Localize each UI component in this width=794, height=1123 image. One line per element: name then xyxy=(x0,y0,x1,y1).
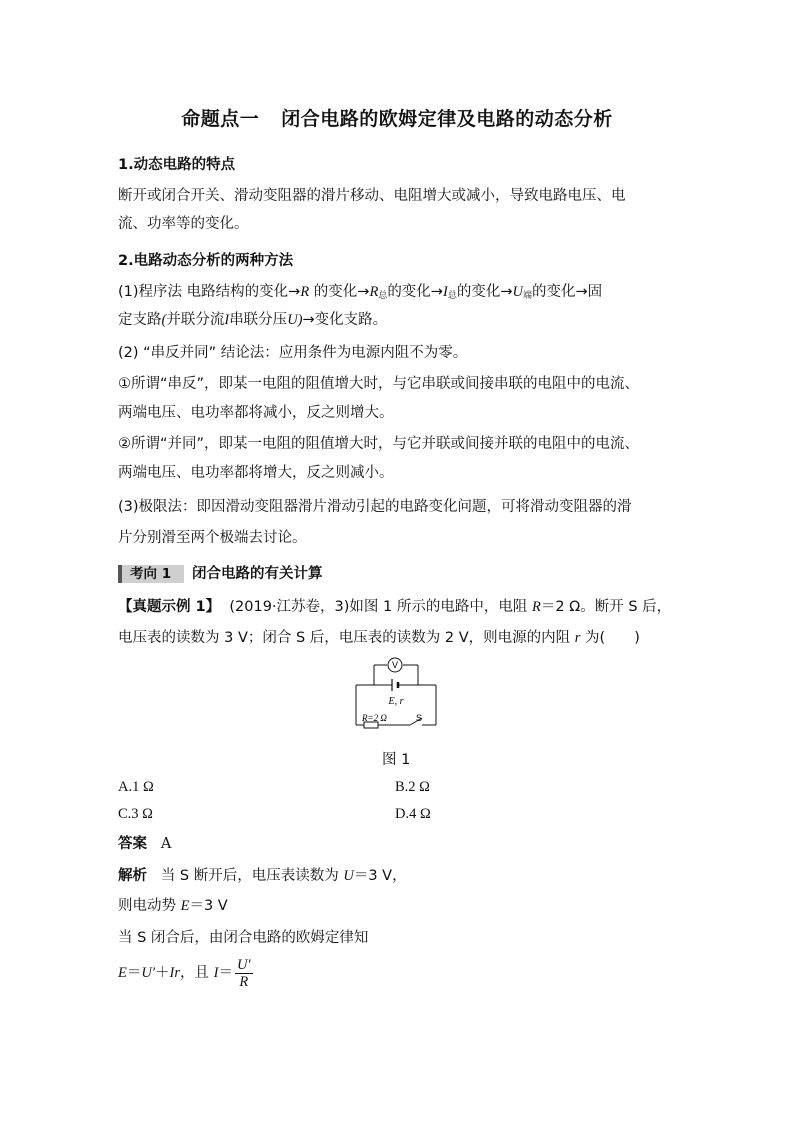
section1-text-line2: 流、功率等的变化。 xyxy=(118,216,249,232)
method1-line1: (1)程序法 电路结构的变化→R 的变化$\to R_总$的变化$\to I_总$的变化$\to U_端$的变化→固 xyxy=(118,284,603,301)
method2-a-line1: ①所谓“串反”，即某一电阻的阻值增大时，与它串联或间接串联的电阻中的电流、 xyxy=(118,376,640,392)
method2-a-line2: 两端电压、电功率都将减小，反之则增大。 xyxy=(118,405,394,421)
figure-caption: 图 1 xyxy=(382,752,411,768)
title-part2: 闭合电路的欧姆定律及电路的动态分析 xyxy=(281,108,613,130)
resistor-label: R=2 Ω xyxy=(362,713,387,723)
method2-b-line2: 两端电压、电功率都将增大，反之则减小。 xyxy=(118,465,394,481)
analysis-line3: 当 S 闭合后，由闭合电路的欧姆定律知 xyxy=(118,930,369,946)
analysis-line2: 则电动势 E＝3 V xyxy=(118,898,228,914)
voltmeter-label: V xyxy=(391,660,399,670)
section1-text-line1: 断开或闭合开关、滑动变阻器的滑片移动、电阻增大或减小，导致电路电压、电 xyxy=(118,188,626,204)
method2-b-line1: ②所谓“并同”，即某一电阻的阻值增大时，与它并联或间接并联的电阻中的电流、 xyxy=(118,436,640,452)
analysis-line1: 解析 当 S 断开后，电压表读数为 U＝3 V， xyxy=(118,868,407,884)
topic-tag xyxy=(118,565,184,583)
method3-line2: 片分别滑至两个极端去讨论。 xyxy=(118,530,307,546)
example-line1: 【真题示例 1】 (2019·江苏卷，3)如图 1 所示的电路中，电阻 R＝2 Ω。断开 S 后， xyxy=(118,599,672,615)
switch-label: S xyxy=(416,713,423,723)
method2-line: (2) “串反并同” 结论法：应用条件为电源内阻不为零。 xyxy=(118,345,468,361)
method3-line1: (3)极限法：即因滑动变阻器滑片滑动引起的电路变化问题，可将滑动变阻器的滑 xyxy=(118,499,632,515)
example-line2: 电压表的读数为 3 V；闭合 S 后，电压表的读数为 2 V，则电源的内阻 r 为( ) xyxy=(118,630,640,646)
answer-value: A xyxy=(160,836,172,852)
section2-heading: 2.电路动态分析的两种方法 xyxy=(118,253,294,269)
analysis-formula: E＝U′＋Ir，且 I＝ $\frac{U'}{R}$ xyxy=(118,956,251,990)
method1-line2: 定支路(并联分流I串联分压U)→变化支路。 xyxy=(118,312,388,328)
option-a: A.1 Ω xyxy=(118,779,154,795)
battery-label: E, r xyxy=(388,696,404,707)
option-d: D.4 Ω xyxy=(395,806,431,822)
section1-heading: 1.动态电路的特点 xyxy=(118,157,236,173)
title-part1: 命题点一 xyxy=(181,108,260,130)
fraction: $\frac{U'}{R}$ xyxy=(236,956,251,990)
answer-label: 答案 xyxy=(118,836,147,852)
option-c: C.3 Ω xyxy=(118,806,153,822)
circuit-diagram xyxy=(354,657,438,733)
topic-title: 闭合电路的有关计算 xyxy=(192,566,323,582)
topic-tag-label: 考向 1 xyxy=(130,566,172,582)
page-title xyxy=(0,104,794,131)
answer-line xyxy=(118,834,171,854)
option-b: B.2 Ω xyxy=(395,779,430,795)
